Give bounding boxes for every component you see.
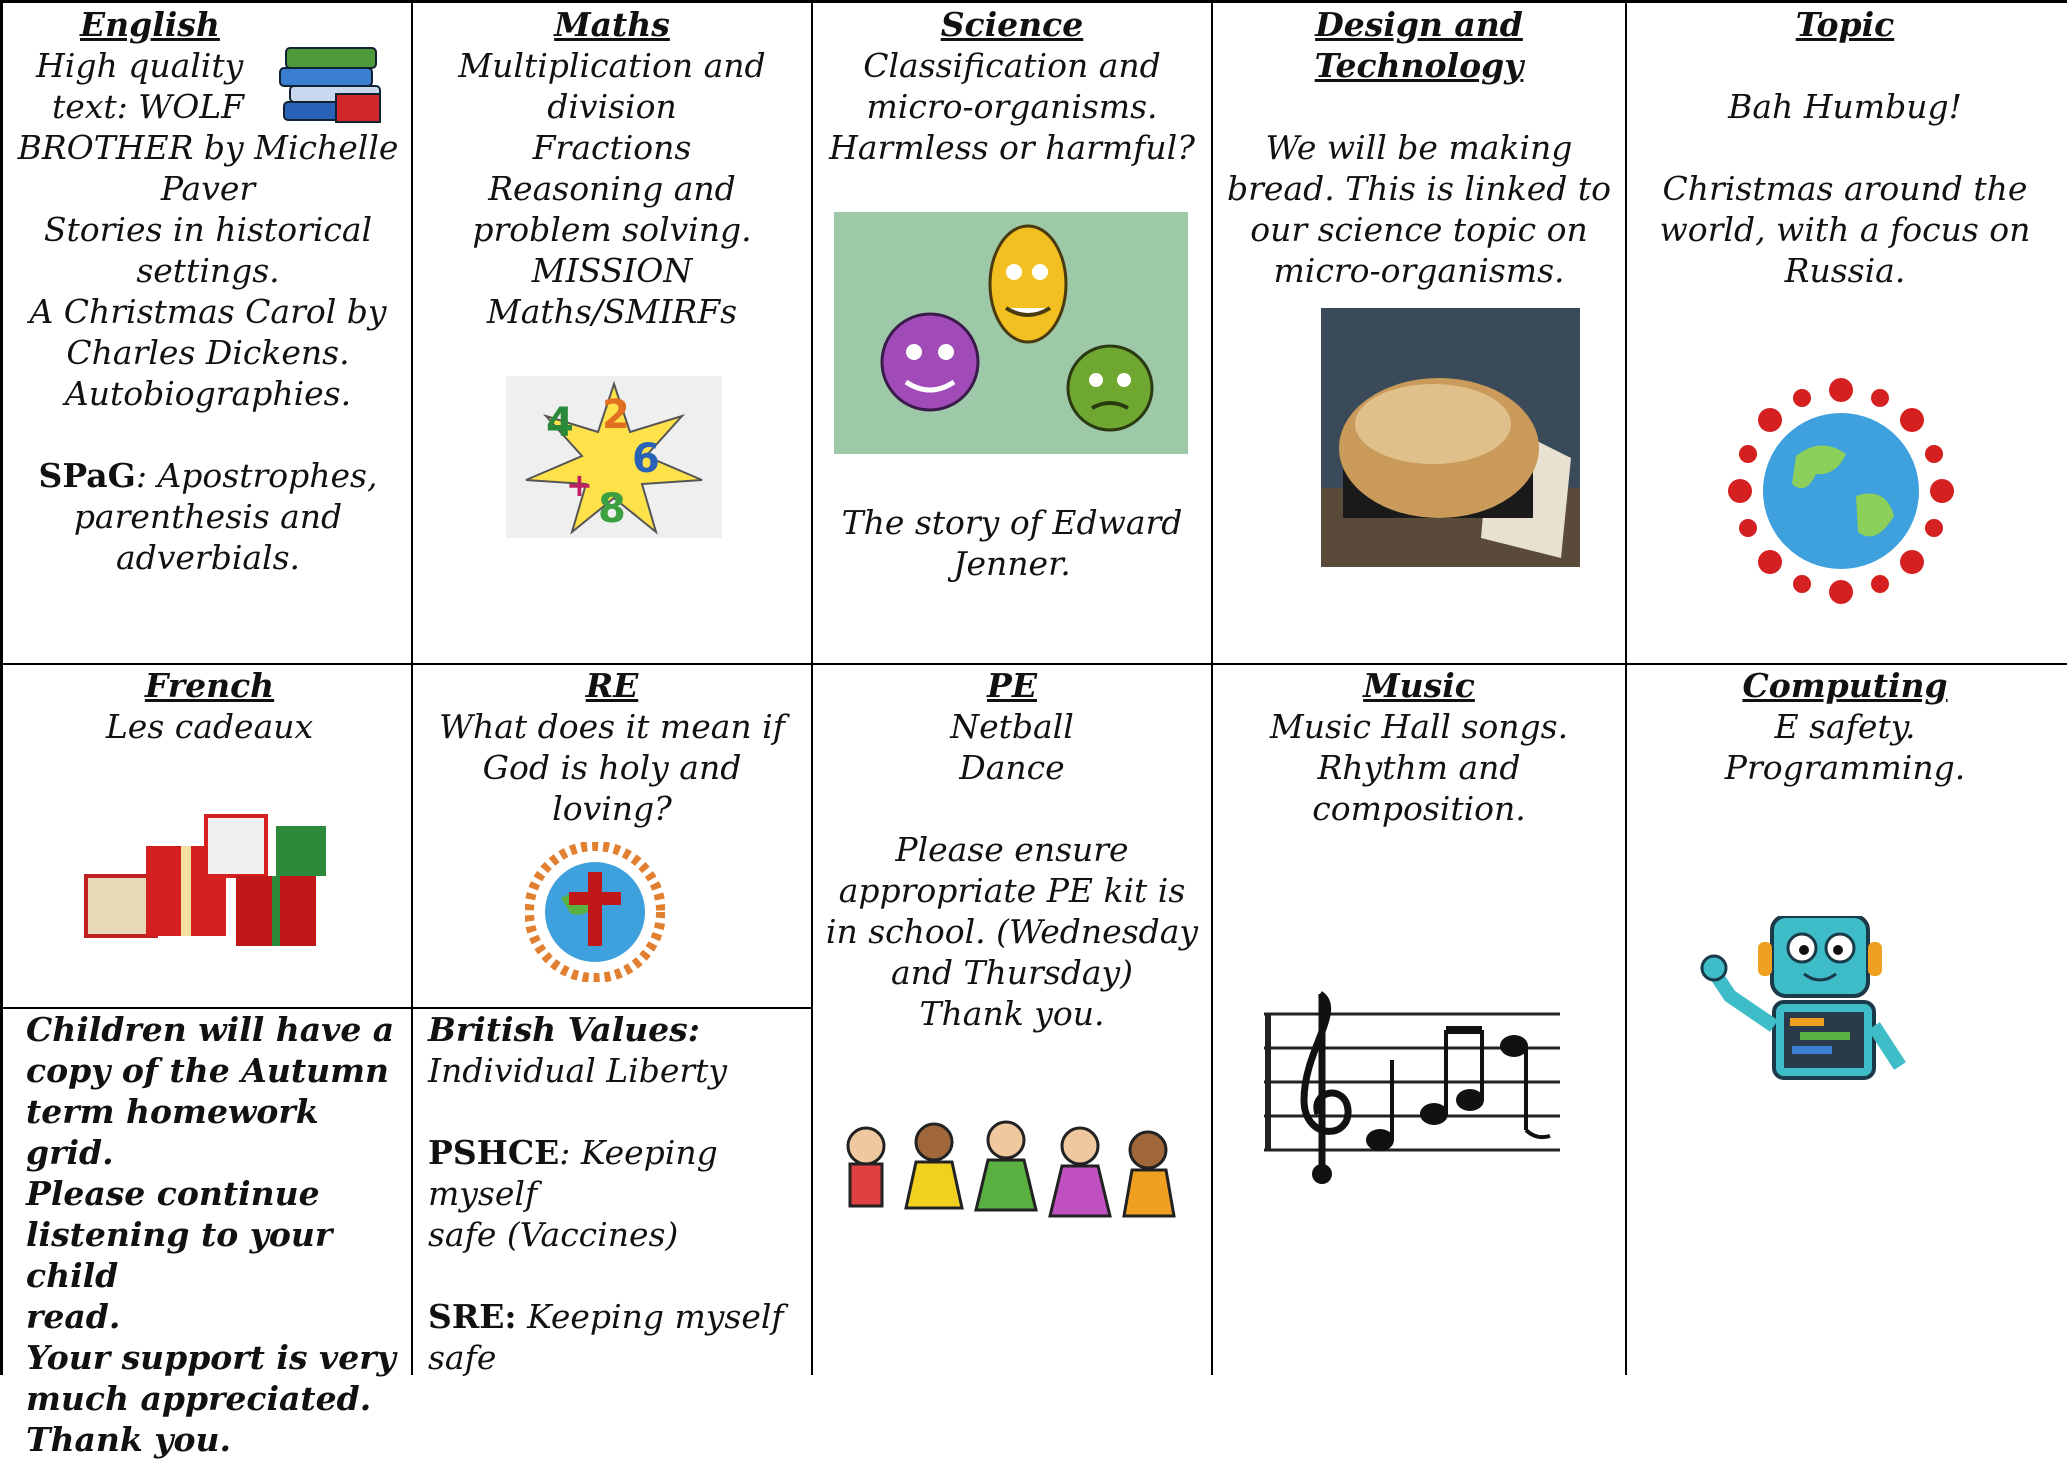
grid-border-left (0, 0, 3, 1375)
english-line: Autobiographies. (64, 374, 352, 413)
british-values-label: British Values: (428, 1010, 700, 1049)
pshce-line: PSHCE: Keeping myself (428, 1133, 718, 1213)
dt-heading: Design and Technology (1314, 5, 1524, 85)
bread-photo (1321, 308, 1580, 567)
sre-line: SRE: Keeping myself (428, 1297, 784, 1336)
computing-line: E safety. (1774, 707, 1916, 746)
topic-line: Bah Humbug! (1728, 87, 1962, 126)
grid-border-top (0, 0, 2067, 3)
homework-line: Children will have a (26, 1010, 395, 1049)
presents-clipart-icon (76, 786, 346, 956)
maths-line: MISSION (531, 251, 693, 290)
science-story-line: The story of Edward (841, 503, 1183, 542)
music-line: Music Hall songs. (1269, 707, 1569, 746)
science-line: Classification and (863, 46, 1161, 85)
computing-cell (1627, 665, 2063, 788)
dt-cell (1213, 4, 1625, 291)
svg-text:8: 8 (598, 486, 626, 532)
british-values-text: Individual Liberty (428, 1051, 728, 1090)
science-heading: Science (940, 5, 1084, 44)
pe-note-line: and Thursday) (890, 953, 1134, 992)
dt-line: our science topic on (1250, 210, 1588, 249)
topic-line: Christmas around the (1662, 169, 2028, 208)
sre-line2: safe (428, 1338, 497, 1377)
homework-line: listening to your child (26, 1215, 333, 1295)
maths-line: division (547, 87, 677, 126)
sre-label: SRE: (428, 1297, 517, 1336)
pshce-line2: safe (Vaccines) (428, 1215, 679, 1254)
english-line: Paver (160, 169, 256, 208)
english-line: BROTHER by Michelle (17, 128, 399, 167)
re-line: loving? (552, 789, 672, 828)
re-line: God is holy and (482, 748, 742, 787)
germs-clipart-icon (834, 212, 1188, 454)
homework-line: Thank you. (26, 1420, 231, 1459)
homework-line: copy of the Autumn (26, 1051, 389, 1090)
homework-note (26, 1009, 411, 1460)
music-line: Rhythm and (1317, 748, 1521, 787)
maths-line: problem solving. (472, 210, 752, 249)
french-line: Les cadeaux (105, 707, 314, 746)
topic-line: Russia. (1784, 251, 1906, 290)
science-cell (813, 4, 1211, 168)
english-line: A Christmas Carol by (29, 292, 387, 331)
pe-cell (813, 665, 1211, 1034)
pe-heading: PE (987, 666, 1037, 705)
spag-label: SPaG (38, 456, 136, 495)
topic-cell (1627, 4, 2063, 291)
music-heading: Music (1363, 666, 1475, 705)
science-line: micro-organisms. (866, 87, 1158, 126)
english-line: parenthesis and (73, 497, 343, 536)
pe-line: Netball (950, 707, 1074, 746)
science-story (813, 502, 1211, 584)
pe-note-line: Thank you. (919, 994, 1105, 1033)
pe-note-line: in school. (Wednesday (825, 912, 1199, 951)
dt-line: We will be making (1265, 128, 1573, 167)
dancing-kids-icon (830, 1112, 1198, 1256)
re-cell (413, 665, 811, 829)
french-heading: French (144, 666, 275, 705)
music-notes-icon (1264, 990, 1560, 1190)
maths-line: Maths/SMIRFs (486, 292, 738, 331)
music-cell (1213, 665, 1625, 829)
english-heading: English (80, 5, 220, 44)
svg-text:+: + (566, 466, 593, 504)
homework-line: much appreciated. (26, 1379, 372, 1418)
cross-globe-icon (525, 842, 665, 982)
numbers-clipart-icon (506, 376, 722, 538)
maths-line: Multiplication and (458, 46, 766, 85)
science-line: Harmless or harmful? (829, 128, 1195, 167)
pe-line: Dance (959, 748, 1065, 787)
homework-line: Please continue (26, 1174, 320, 1213)
pshce-label: PSHCE (428, 1133, 560, 1172)
maths-line: Reasoning and (488, 169, 736, 208)
homework-line: Your support is very (26, 1338, 396, 1377)
pe-note-line: appropriate PE kit is (838, 871, 1186, 910)
books-icon (276, 36, 388, 128)
maths-heading: Maths (554, 5, 670, 44)
topic-heading: Topic (1795, 5, 1895, 44)
english-line: High quality (36, 46, 244, 85)
maths-line: Fractions (532, 128, 692, 167)
english-line: settings. (136, 251, 280, 290)
english-line: Charles Dickens. (66, 333, 350, 372)
robot-icon (1700, 916, 1910, 1080)
values-cell (428, 1009, 808, 1378)
svg-text:6: 6 (632, 436, 660, 482)
pe-note-line: Please ensure (895, 830, 1129, 869)
dt-line: bread. This is linked to (1226, 169, 1612, 208)
svg-text:2: 2 (602, 392, 630, 438)
dt-line: micro-organisms. (1273, 251, 1565, 290)
english-line: Stories in historical (43, 210, 373, 249)
re-line: What does it mean if (439, 707, 785, 746)
globe-santas-icon (1726, 376, 1956, 606)
svg-text:4: 4 (546, 400, 574, 446)
computing-line: Programming. (1724, 748, 1966, 787)
music-line: composition. (1312, 789, 1526, 828)
homework-line: term homework grid. (26, 1092, 319, 1172)
re-heading: RE (585, 666, 639, 705)
science-story-line: Jenner. (953, 544, 1071, 583)
english-line: adverbials. (115, 538, 301, 577)
english-line: text: WOLF (52, 87, 245, 126)
french-cell (8, 665, 411, 747)
homework-line: read. (26, 1297, 121, 1336)
topic-line: world, with a focus on (1659, 210, 2031, 249)
computing-heading: Computing (1742, 666, 1948, 705)
spag-line: SPaG: Apostrophes, (38, 456, 378, 495)
maths-cell (413, 4, 811, 332)
